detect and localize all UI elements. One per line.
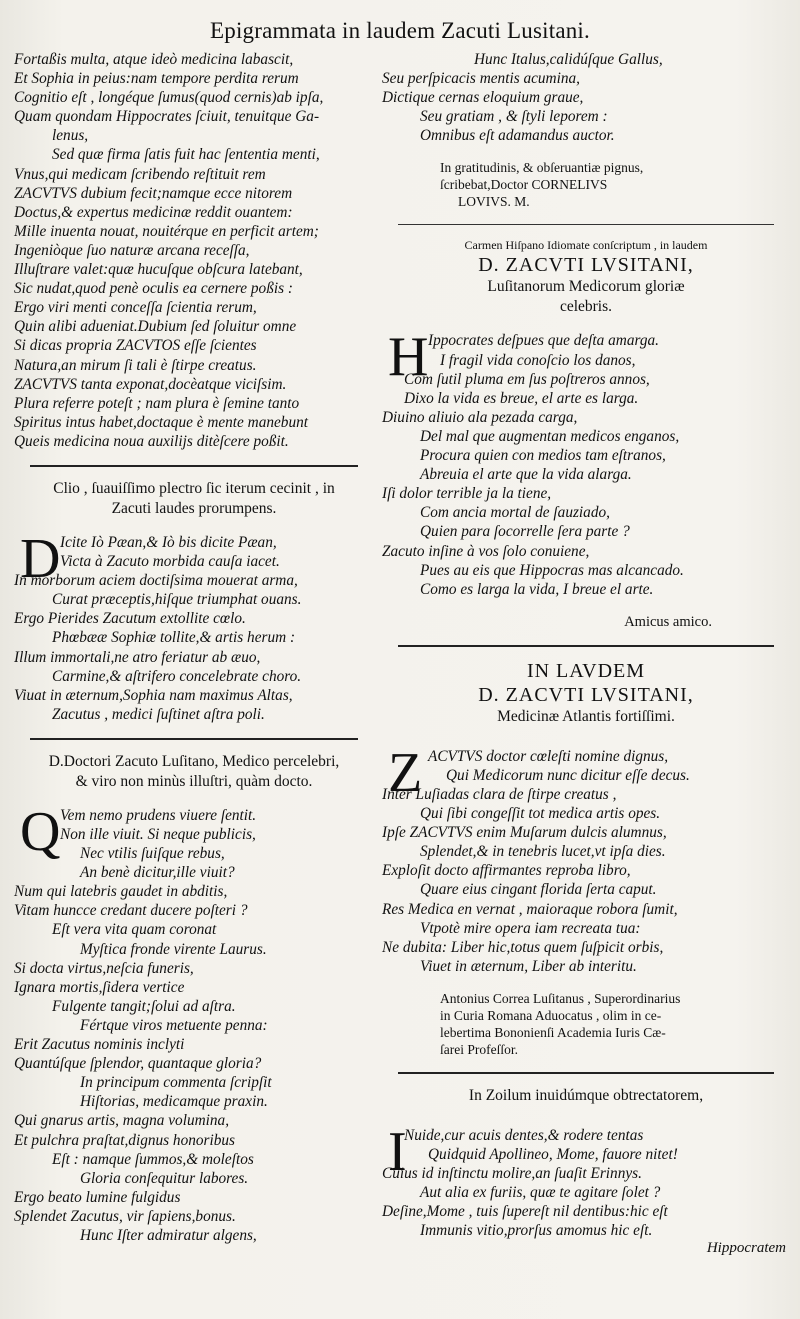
verse-line: Num qui latebris gaudet in abditis, — [14, 883, 228, 901]
verse-line: Zacuto inſine à vos ſolo conuiene, — [382, 542, 590, 560]
verse-line: Splendet Zacutus, vir ſapiens,bonus. — [14, 1207, 236, 1225]
verse-line: Natura,an mirum ſi tali è ſtirpe creatus. — [14, 356, 257, 374]
verse-line: Ergo beato lumine fulgidus — [14, 1188, 181, 1206]
verse-line: ZACVTVS dubium fecit;namque ecce nitorem — [14, 184, 293, 202]
verse-line: I fragil vida conoſcio los danos, — [440, 351, 636, 369]
verse-line: Eſt : namque ſummos,& moleſtos — [52, 1150, 254, 1168]
section-heading-zoilum: In Zoilum inuidúmque obtrectatorem, — [468, 1086, 704, 1104]
verse-line: In morborum aciem doctiſsima mouerat arma, — [14, 572, 298, 590]
verse-line: Ne dubita: Liber hic,totus quem ſuſpicit orbis, — [382, 938, 664, 956]
heading-line: Medicinæ Atlantis fortiſſimi. — [497, 707, 675, 725]
right-column — [382, 50, 790, 1257]
verse-line: An benè dicitur,ille viuit? — [80, 864, 235, 882]
verse-line: Spiritus intus habet,doctaque è mente manebunt — [14, 413, 308, 431]
verse-line: Illuſtrare valet:quæ hucuſque obſcura latebant, — [14, 261, 303, 279]
verse-line: Doctus,& expertus medicinæ reddit ouantem: — [14, 203, 293, 221]
verse-line: Vtpotè mire opera iam recreata tua: — [420, 919, 641, 937]
section-heading-doctori — [14, 752, 374, 792]
verse-line: Exploſit docto affirmantes reproba libro, — [382, 862, 631, 880]
signature-line: lebertima Bononienſi Academia Iuris Cæ- — [440, 1024, 666, 1040]
signature-correa — [382, 990, 790, 1058]
section-heading-carmen — [382, 237, 790, 317]
verse-line: In principum commenta ſcripſit — [80, 1074, 272, 1092]
verse-line: Seu perſpicacis mentis acumina, — [382, 70, 580, 88]
verse-line: Fértque viros metuente penna: — [80, 1016, 268, 1034]
verse-line: lenus, — [52, 127, 89, 145]
verse-line: Si dicas propria ZACVTOS eſſe ſcientes — [14, 337, 257, 355]
signature-lovius — [382, 159, 790, 210]
drop-capital: Q — [20, 800, 61, 863]
verse-line: Viuet in æternum, Liber ab interitu. — [420, 957, 637, 975]
verse-line: Ingeniòque ſuo naturæ arcana receſſa, — [14, 241, 250, 259]
verse-line: Deſine,Mome , tuis ſupereſt nil dentibus:hic eſt — [382, 1203, 668, 1221]
section-divider — [398, 645, 774, 647]
section-heading-laudem — [382, 659, 790, 727]
verse-line: Et Sophia in peius:nam tempore perdita rerum — [14, 70, 299, 88]
verse-line: Pues au eis que Hippocras mas alcancado. — [420, 561, 684, 579]
verse-line: Sed quæ firma ſatis fuit hac ſententia menti, — [52, 146, 320, 164]
left-column — [14, 50, 374, 1245]
verse-line: Nuide,cur acuis dentes,& rodere tentas — [404, 1126, 644, 1144]
catchword: Hippocratem — [706, 1240, 786, 1257]
verse-line: Inter Luſiadas clara de ſtirpe creatus , — [382, 785, 617, 803]
verse-line: Gloria conſequitur labores. — [80, 1169, 249, 1187]
verse-line: Nec vtilis ſuiſque rebus, — [80, 845, 225, 863]
verse-line: Del mal que augmentan medicos enganos, — [420, 427, 680, 445]
verse-line: Qui Medicorum nunc dicitur eſſe decus. — [446, 766, 690, 784]
amicus-signature: Amicus amico. — [624, 613, 712, 630]
verse-line: Queis medicina noua auxilijs ditèſcere poßit. — [14, 432, 289, 450]
verse-line: Splendet,& in tenebris lucet,vt ipſa dies. — [420, 843, 666, 861]
poem-quem-nemo — [14, 800, 374, 1245]
verse-line: Qui ſibi congeſſit tot medica artis opes. — [420, 805, 661, 823]
verse-line: Quin alibi adueniat.Dubium ſed ſoluitur omne — [14, 318, 297, 336]
verse-line: Procura quien con medios tam eſtranos, — [420, 447, 666, 465]
poem-fortassis — [14, 50, 374, 451]
verse-line: Non ille viuit. Si neque publicis, — [60, 826, 256, 843]
verse-line: Ipſe ZACVTVS enim Muſarum dulcis alumnus, — [382, 824, 667, 842]
verse-line: Hunc Iſter admiratur algens, — [80, 1226, 257, 1244]
section-divider — [398, 1072, 774, 1074]
heading-line: Clio , ſuauiſſimo plectro ſic iterum cecinit , in — [53, 479, 335, 497]
heading-line: D. ZACVTI LVSITANI, — [478, 254, 694, 277]
verse-line: Ippocrates deſpues que deſta amarga. — [428, 332, 659, 350]
heading-line: celebris. — [559, 298, 613, 316]
verse-line: Fortaßis multa, atque ideò medicina labascit, — [14, 51, 294, 68]
verse-line: Omnibus eſt adamandus auctor. — [420, 127, 615, 145]
drop-capital: H — [388, 326, 429, 389]
verse-line: Dixo la vida es breue, el arte es larga. — [404, 389, 639, 407]
heading-line: & viro non minùs illuſtri, quàm docto. — [75, 772, 313, 790]
verse-line: Curat præceptis,hiſque triumphat ouans. — [52, 591, 302, 609]
verse-line: Victa à Zacuto morbida cauſa iacet. — [60, 553, 280, 571]
verse-line: Erit Zacutus nominis inclyti — [14, 1036, 185, 1054]
verse-line: Hiſtorias, medicamque praxin. — [80, 1093, 268, 1111]
verse-line: Com ſutil pluma em ſus poſtreros annos, — [404, 370, 650, 388]
verse-line: Ergo Pierides Zacutum extollite cœlo. — [14, 610, 246, 628]
verse-line: Quam quondam Hippocrates ſciuit, tenuitque Ga- — [14, 108, 320, 126]
verse-line: Plura referre poteſt ; nam plura è ſemine tanto — [14, 394, 300, 412]
verse-line: Ergo viri menti conceſſa ſcientia rerum, — [14, 299, 257, 317]
verse-line: Sic nudat,quod penè oculis ea cernere poßis : — [14, 280, 293, 298]
poem-hippocrates — [382, 326, 790, 598]
section-divider — [30, 465, 358, 467]
verse-line: Fulgente tangit;ſolui ad aſtra. — [52, 997, 236, 1015]
verse-line: ACVTVS doctor cœleſti nomine dignus, — [428, 747, 669, 765]
verse-line: Quantúſque ſplendor, quantaque gloria? — [14, 1055, 262, 1073]
verse-line: ZACVTVS tanta exponat,docèatque viciſsim. — [14, 375, 287, 393]
drop-capital: D — [20, 527, 61, 590]
verse-line: Si docta virtus,neſcia funeris, — [14, 959, 194, 977]
verse-line: Hunc Italus,calidúſque Gallus, — [474, 51, 663, 68]
verse-line: Carmine,& aſtrifero concelebrate choro. — [52, 667, 302, 685]
verse-line: Aut alia ex furiis, quæ te agitare ſolet ? — [420, 1184, 661, 1202]
verse-line: Mille inuenta nouat, nouitérque en perficit artem; — [14, 222, 319, 240]
section-heading-clio — [14, 479, 374, 519]
verse-line: Vnus,qui medicam ſcribendo reſtituit rem — [14, 165, 266, 183]
verse-line: Abreuia el arte que la vida alarga. — [420, 466, 632, 484]
drop-capital: Z — [388, 741, 423, 804]
verse-line: Quidquid Apollineo, Mome, fauore nitet! — [428, 1146, 678, 1163]
signature-line: Antonius Correa Luſitanus , Superordinarius — [440, 990, 681, 1006]
verse-line: Iſi dolor terrible ja la tiene, — [382, 485, 552, 503]
verse-line: Illum immortali,ne atro feriatur ab æuo, — [14, 648, 261, 666]
heading-line: Carmen Hiſpano Idiomate conſcriptum , in laudem — [464, 238, 708, 253]
verse-line: Res Medica en vernat , maioraque robora ſumit, — [382, 900, 678, 918]
poem-zacutus-doctor — [382, 741, 790, 976]
verse-line: Immunis vitio,prorſus amomus hic eſt. — [420, 1222, 653, 1240]
verse-line: Eſt vera vita quam coronat — [52, 921, 217, 939]
verse-line: Seu gratiam , & ſtyli leporem : — [420, 108, 608, 126]
verse-line: Myſtica fronde virente Laurus. — [80, 940, 267, 958]
heading-line: D. ZACVTI LVSITANI, — [478, 683, 694, 706]
section-divider — [30, 738, 358, 740]
verse-line: Dictique cernas eloquium graue, — [382, 89, 584, 107]
signature-line: ſcribebat,Doctor CORNELIVS — [440, 177, 608, 193]
verse-line: Qui gnarus artis, magna volumina, — [14, 1112, 230, 1130]
verse-line: Quien para ſocorrelle ſera parte ? — [420, 523, 630, 541]
heading-line: Zacuti laudes prorumpens. — [111, 499, 277, 517]
section-divider — [398, 224, 774, 225]
signature-line: LOVIVS. M. — [458, 194, 530, 210]
heading-line: D.Doctori Zacuto Luſitano, Medico percelebri, — [48, 752, 340, 770]
drop-capital: I — [388, 1120, 407, 1183]
page-title: Epigrammata in laudem Zacuti Lusitani. — [210, 18, 590, 43]
poem-clio — [14, 527, 374, 724]
verse-line: Viuat in æternum,Sophia nam maximus Altas, — [14, 686, 293, 704]
verse-line: Ignara mortis,ſidera vertice — [14, 978, 185, 996]
heading-line: IN LAVDEM — [526, 659, 646, 682]
verse-line: Cuius id inſtinctu molire,an ſuaſit Erinnys. — [382, 1165, 642, 1183]
verse-line: Icite Iò Pæan,& Iò bis dicite Pæan, — [60, 533, 277, 551]
verse-line: Phœbææ Sophiæ tollite,& artis herum : — [52, 629, 296, 647]
verse-line: Vem nemo prudens viuere ſentit. — [60, 806, 257, 824]
verse-line: Como es larga la vida, I breue el arte. — [420, 580, 654, 598]
verse-line: Quare eius cingant florida ſerta caput. — [420, 881, 657, 899]
signature-line: In gratitudinis, & obſeruantiæ pignus, — [440, 160, 644, 176]
poem-inuide — [382, 1120, 790, 1241]
signature-line: in Curia Romana Aduocatus , olim in ce- — [440, 1007, 662, 1023]
verse-line: Cognitio eſt , longéque ſumus(quod cernis)ab ipſa, — [14, 89, 324, 107]
poem-continuation — [382, 50, 790, 145]
verse-line: Diuino aliuio ala pezada carga, — [382, 408, 578, 426]
verse-line: Vitam huncce credant ducere poſteri ? — [14, 902, 248, 920]
verse-line: Zacutus , medici ſuſtinet aſtra poli. — [52, 705, 265, 723]
verse-line: Et pulchra praſtat,dignus honoribus — [14, 1131, 235, 1149]
verse-line: Com ancia mortal de ſauziado, — [420, 504, 610, 522]
heading-line: Luſitanorum Medicorum gloriæ — [487, 278, 685, 296]
signature-line: ſarei Profeſſor. — [440, 1041, 518, 1057]
